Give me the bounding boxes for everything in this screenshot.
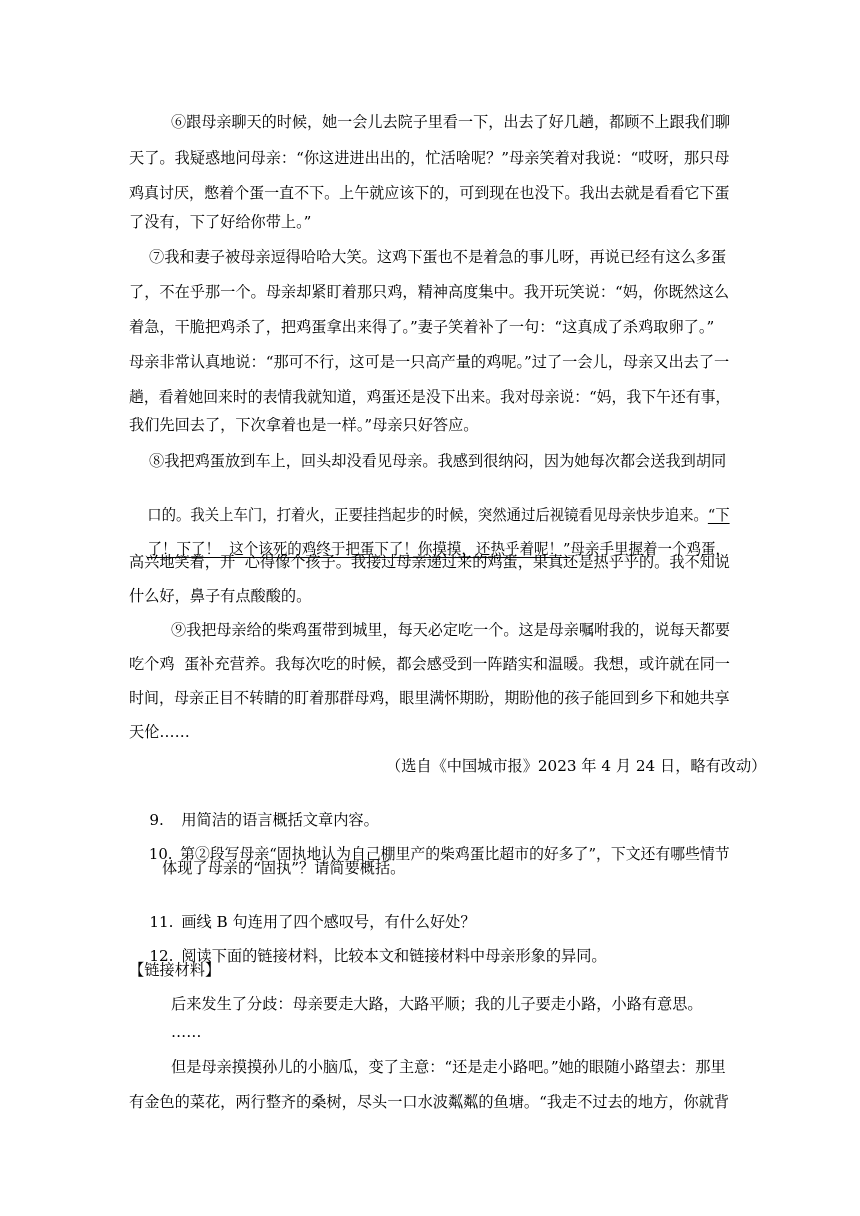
paragraph-7-line-4: 母亲非常认真地说：“那可不行，这可是一只高产量的鸡呢。”过了一会儿，母亲又出去了一 [129,353,730,371]
question-number: 11. [149,913,174,931]
link-material-line-1: 后来发生了分歧：母亲要走大路，大路平顺；我的儿子要走小路，小路有意思。 [171,995,703,1013]
paragraph-9-line-4: 天伦…… [129,723,190,741]
paragraph-7-line-5: 趟，看着她回来时的表情我就知道，鸡蛋还是没下出来。我对母亲说：“妈，我下午还有事， [129,388,731,406]
link-material-line-3: 有金色的菜花，两行整齐的桑树，尽头一口水波粼粼的鱼塘。“我走不过去的地方，你就背 [129,1093,730,1111]
underlined-sentence-b-start: “下 [707,506,730,524]
question-10-continued: 体现了母亲的“固执”？请简要概括。 [162,859,406,877]
source-citation: （选自《中国城市报》2023 年 4 月 24 日，略有改动） [386,757,767,775]
paragraph-8-line-3-text: 母亲手里握着一个鸡蛋， [570,540,731,558]
paragraph-7-line-6: 我们先回去了，下次拿着也是一样。”母亲只好答应。 [129,416,479,434]
paragraph-8-line-1: ⑧我把鸡蛋放到车上，回头却没看见母亲。我感到很纳闷，因为她每次都会送我到胡同 [149,452,727,470]
paragraph-7-line-2: 了，不在乎那一个。母亲却紧盯着那只鸡，精神高度集中。我开玩笑说：“妈，你既然这么 [129,283,730,301]
question-text: 用简洁的语言概括文章内容。 [181,811,379,829]
paragraph-6-line-3: 鸡真讨厌，憋着个蛋一直不下。上午就应该下的，可到现在也没下。我出去就是看看它下蛋 [129,184,730,202]
paragraph-7-line-1: ⑦我和妻子被母亲逗得哈哈大笑。这鸡下蛋也不是着急的事儿呀，再说已经有这么多蛋 [149,248,727,266]
paragraph-9-line-3: 时间，母亲正目不转睛的盯着那群母鸡，眼里满怀期盼，期盼他的孩子能回到乡下和她共享 [129,689,730,707]
paragraph-6-line-4: 了没有，下了好给你带上。” [129,213,312,231]
question-text: 第②段写母亲“固执地认为自己棚里产的柴鸡蛋比超市的好多了”，下文还有哪些情节 [180,845,730,863]
paragraph-6-line-2: 天了。我疑惑地问母亲：“你这进进出出的，忙活啥呢？”母亲笑着对我说：“哎呀，那只母 [129,149,730,167]
question-text: 画线 B 句连用了四个感叹号，有什么好处？ [181,913,476,931]
question-number: 12. [149,947,174,965]
link-material-ellipsis: …… [171,1023,202,1041]
link-material-heading: 【链接材料】 [129,961,221,979]
paragraph-8-line-4: 高兴地笑着，开 心得像个孩子。我接过母亲递过来的鸡蛋，果真还是热乎乎的。我不知说 [129,553,730,571]
paragraph-9-line-2: 吃个鸡 蛋补充营养。我每次吃的时候，都会感受到一阵踏实和温暖。我想，或许就在同一 [129,655,730,673]
question-number: 9. [149,811,164,829]
paragraph-8-line-2-text: 口的。我关上车门，打着火，正要挂挡起步的时候，突然通过后视镜看见母亲快步追来。 [147,506,708,524]
link-material-line-2: 但是母亲摸摸孙儿的小脑瓜，变了主意：“还是走小路吧。”她的眼随小路望去：那里 [171,1058,726,1076]
paragraph-6-line-1: ⑥跟母亲聊天的时候，她一会儿去院子里看一下，出去了好几趟，都顾不上跟我们聊 [171,113,730,131]
paragraph-9-line-1: ⑨我把母亲给的柴鸡蛋带到城里，每天必定吃一个。这是母亲嘱咐我的，说每天都要 [171,621,730,639]
question-text: 阅读下面的链接材料，比较本文和链接材料中母亲形象的异同。 [181,947,607,965]
underlined-sentence-b: 了！下了！ 这个该死的鸡终于把蛋下了！你摸摸，还热乎着呢！” [147,540,571,558]
paragraph-7-line-3: 着急，干脆把鸡杀了，把鸡蛋拿出来得了。”妻子笑着补了一句：“这真成了杀鸡取卵了。” [129,318,715,336]
paragraph-8-line-5: 什么好，鼻子有点酸酸的。 [129,587,312,605]
question-number: 10. [148,845,173,863]
